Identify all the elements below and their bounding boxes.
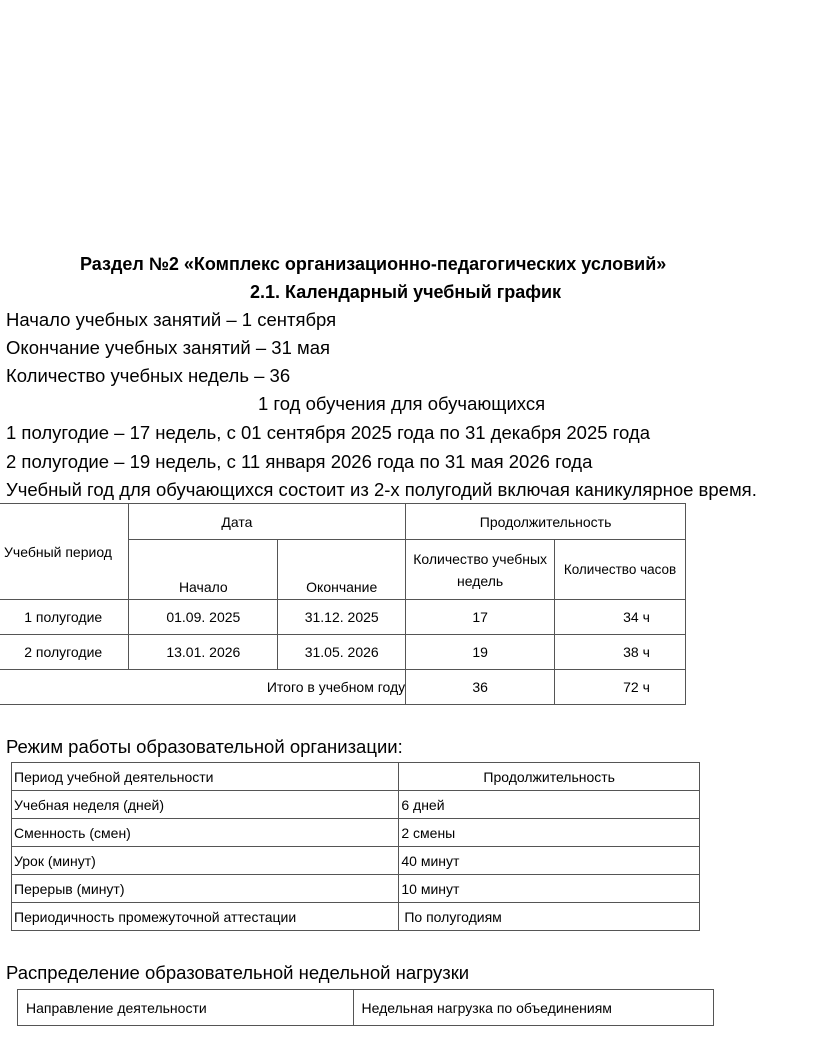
table-row: [12, 791, 700, 819]
header-period: Учебный период: [0, 504, 129, 600]
row-hours: 38 ч: [555, 635, 686, 670]
half1-line: 1 полугодие – 17 недель, с 01 сентября 2025 года по 31 декабря 2025 года: [6, 422, 650, 443]
row-period: 1 полугодие: [0, 600, 129, 635]
load-table: [17, 989, 714, 1026]
mode-row-left: Периодичность промежуточной аттестации: [12, 903, 399, 931]
row-hours: 34 ч: [555, 600, 686, 635]
year-note-line: Учебный год для обучающихся состоит из 2-х полугодий включая каникулярное время.: [6, 479, 757, 500]
header-end: Окончание: [278, 540, 406, 600]
mode-row-left: Сменность (смен): [12, 819, 399, 847]
mode-row-right: 10 минут: [399, 875, 700, 903]
end-date-line: Окончание учебных занятий – 31 мая: [6, 337, 331, 358]
load-header-right: Недельная нагрузка по объединениям: [353, 990, 713, 1026]
load-header-left: Направление деятельности: [18, 990, 354, 1026]
total-label: Итого в учебном году: [0, 670, 406, 705]
start-date-line: Начало учебных занятий – 1 сентября: [6, 309, 337, 330]
mode-row-left: Урок (минут): [12, 847, 399, 875]
header-start: Начало: [129, 540, 278, 600]
mode-row-right: 40 минут: [399, 847, 700, 875]
mode-row-right: По полугодиям: [399, 903, 700, 931]
row-start: 01.09. 2025: [129, 600, 278, 635]
row-weeks: 17: [406, 600, 555, 635]
mode-header-right: Продолжительность: [399, 763, 700, 791]
header-hours: Количество часов: [555, 540, 686, 600]
table-row: [12, 819, 700, 847]
row-end: 31.12. 2025: [278, 600, 406, 635]
half2-line: 2 полугодие – 19 недель, с 11 января 2026 года по 31 мая 2026 года: [6, 451, 593, 472]
header-duration: Продолжительность: [406, 504, 686, 540]
row-period: 2 полугодие: [0, 635, 129, 670]
mode-table: [11, 762, 700, 931]
mode-row-right: 6 дней: [399, 791, 700, 819]
mode-row-right: 2 смены: [399, 819, 700, 847]
section-title: Раздел №2 «Комплекс организационно-педагогических условий»: [80, 254, 667, 274]
subsection-title: 2.1. Календарный учебный график: [250, 282, 562, 302]
table-row: [0, 600, 686, 635]
header-dates: Дата: [129, 504, 406, 540]
year-title: 1 год обучения для обучающихся: [258, 393, 546, 414]
table-row: [0, 635, 686, 670]
weeks-count-line: Количество учебных недель – 36: [6, 365, 291, 386]
row-start: 13.01. 2026: [129, 635, 278, 670]
mode-header-left: Период учебной деятельности: [12, 763, 399, 791]
load-title: Распределение образовательной недельной нагрузки: [6, 962, 470, 983]
mode-title: Режим работы образовательной организации:: [6, 736, 403, 757]
mode-row-left: Перерыв (минут): [12, 875, 399, 903]
row-end: 31.05. 2026: [278, 635, 406, 670]
table-row: [12, 875, 700, 903]
total-weeks: 36: [406, 670, 555, 705]
table-total-row: [0, 670, 686, 705]
schedule-table: [0, 503, 686, 705]
mode-row-left: Учебная неделя (дней): [12, 791, 399, 819]
table-row: [12, 847, 700, 875]
table-row: [12, 903, 700, 931]
header-weeks: Количество учебных недель: [406, 540, 555, 600]
row-weeks: 19: [406, 635, 555, 670]
total-hours: 72 ч: [555, 670, 686, 705]
